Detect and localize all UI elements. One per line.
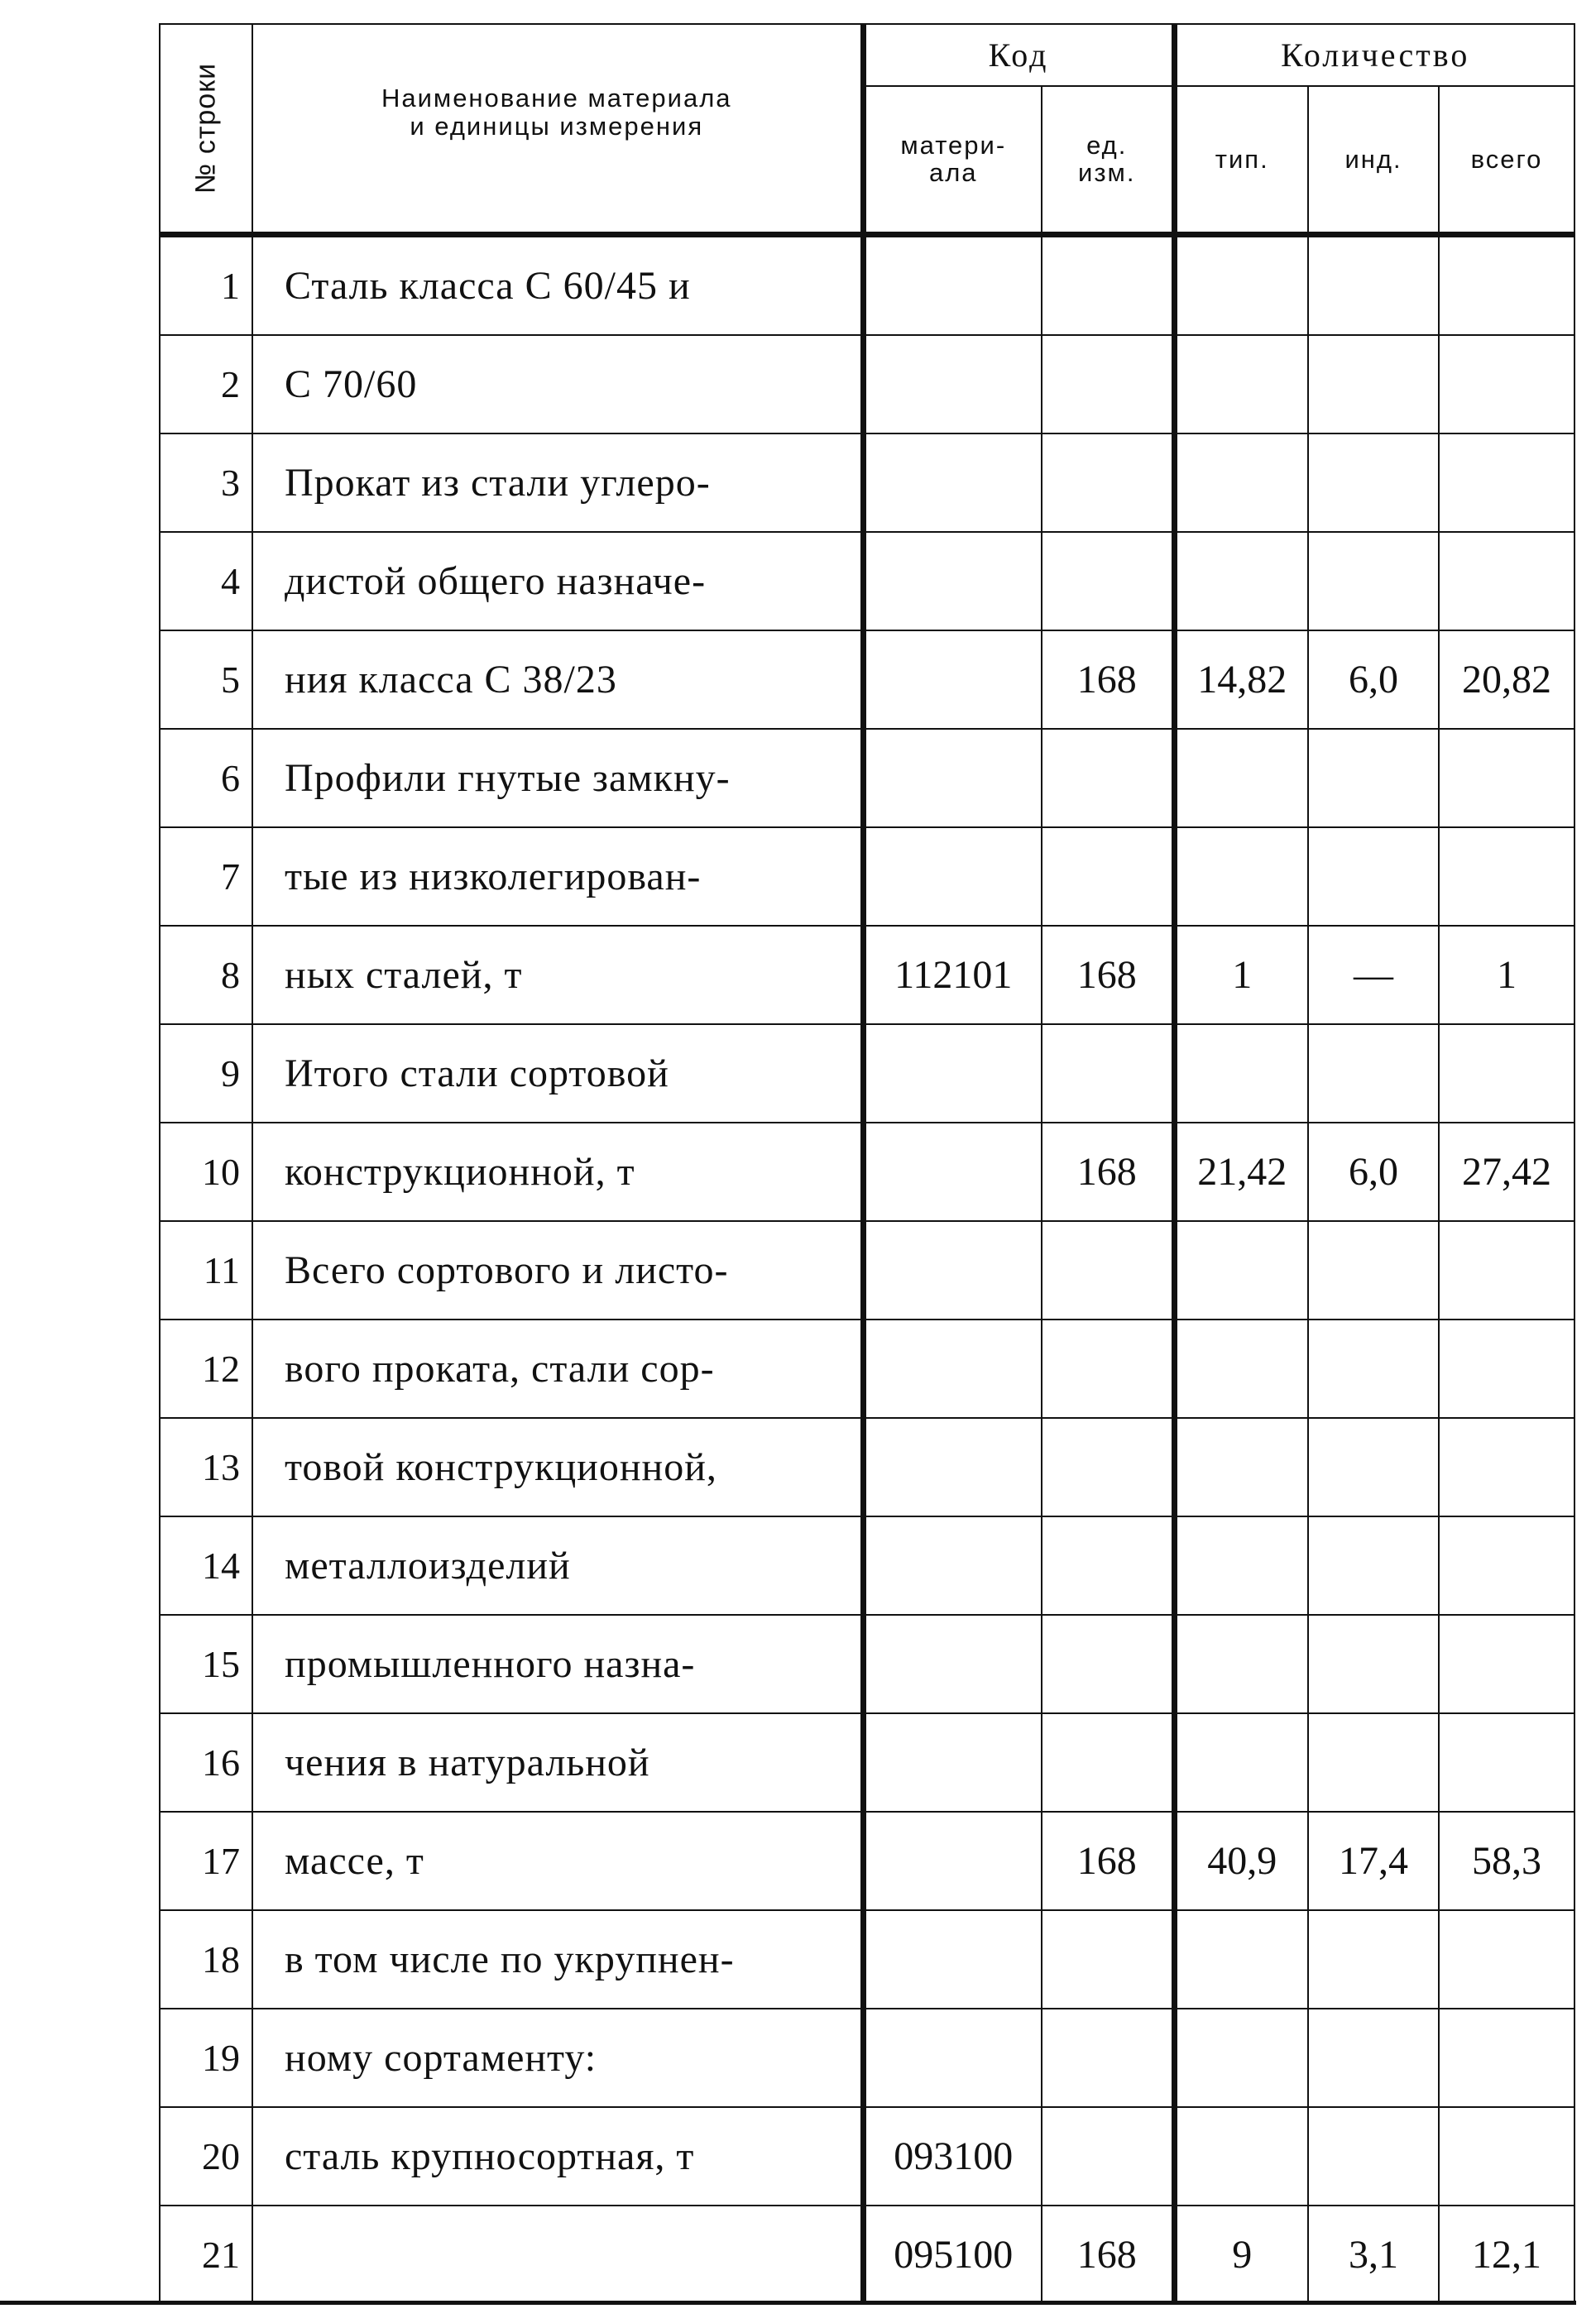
quantity-typical-cell (1174, 827, 1308, 926)
material-name-cell: ному сортаменту: (252, 2009, 863, 2107)
material-name-cell: Всего сортового и листо- (252, 1221, 863, 1320)
quantity-individual-cell (1308, 1516, 1439, 1615)
row-number-cell: 21 (160, 2206, 252, 2304)
row-number-cell: 8 (160, 926, 252, 1024)
unit-code-cell (1042, 2009, 1174, 2107)
materials-table (159, 23, 1575, 2305)
material-code-cell (863, 1418, 1042, 1516)
row-number-header (160, 24, 252, 235)
table-row (160, 1024, 1574, 1123)
row-number-cell: 1 (160, 235, 252, 336)
row-number-cell: 7 (160, 827, 252, 926)
row-number-cell: 11 (160, 1221, 252, 1320)
material-name-cell: сталь крупносортная, т (252, 2107, 863, 2206)
material-code-header-line2: ала (928, 158, 978, 188)
material-name-header-line1: Наименование материала (381, 84, 732, 113)
material-code-header (863, 86, 1042, 235)
quantity-typical-cell (1174, 1713, 1308, 1812)
table-row (160, 1910, 1574, 2009)
row-number-cell: 9 (160, 1024, 252, 1123)
unit-code-cell (1042, 827, 1174, 926)
quantity-typical-cell (1174, 235, 1308, 336)
table-row (160, 532, 1574, 630)
unit-code-cell (1042, 1221, 1174, 1320)
quantity-individual-cell (1308, 1320, 1439, 1418)
material-name-cell (252, 2206, 863, 2304)
material-code-cell (863, 335, 1042, 433)
material-name-cell: дистой общего назначе- (252, 532, 863, 630)
quantity-total-cell: 20,82 (1439, 630, 1574, 729)
material-code-cell (863, 827, 1042, 926)
quantity-typical-header: тип. (1174, 86, 1308, 235)
quantity-typical-cell (1174, 1910, 1308, 2009)
material-code-cell (863, 532, 1042, 630)
material-name-header-line2: и единицы измерения (410, 112, 704, 141)
table-row (160, 1812, 1574, 1910)
unit-code-cell: 168 (1042, 2206, 1174, 2304)
material-name-cell: массе, т (252, 1812, 863, 1910)
quantity-individual-cell: 6,0 (1308, 630, 1439, 729)
quantity-individual-cell: 6,0 (1308, 1123, 1439, 1221)
row-number-cell: 15 (160, 1615, 252, 1713)
unit-code-cell (1042, 335, 1174, 433)
material-name-cell: Итого стали сортовой (252, 1024, 863, 1123)
material-code-cell: 095100 (863, 2206, 1042, 2304)
row-number-cell: 12 (160, 1320, 252, 1418)
code-group-header: Код (863, 24, 1174, 86)
material-name-cell: промышленного назна- (252, 1615, 863, 1713)
quantity-individual-cell (1308, 335, 1439, 433)
quantity-individual-header: инд. (1308, 86, 1439, 235)
quantity-total-cell: 27,42 (1439, 1123, 1574, 1221)
material-code-cell (863, 1516, 1042, 1615)
quantity-total-cell (1439, 1024, 1574, 1123)
quantity-typical-cell (1174, 1024, 1308, 1123)
quantity-typical-cell (1174, 532, 1308, 630)
quantity-individual-cell (1308, 1024, 1439, 1123)
unit-code-cell (1042, 2107, 1174, 2206)
quantity-typical-cell: 40,9 (1174, 1812, 1308, 1910)
unit-code-cell: 168 (1042, 1812, 1174, 1910)
table-row (160, 235, 1574, 336)
table-row (160, 827, 1574, 926)
quantity-total-cell (1439, 2009, 1574, 2107)
table-row (160, 1221, 1574, 1320)
table-row (160, 926, 1574, 1024)
row-number-cell: 5 (160, 630, 252, 729)
table-row (160, 433, 1574, 532)
quantity-total-cell (1439, 532, 1574, 630)
table-row (160, 2206, 1574, 2304)
quantity-typical-cell (1174, 729, 1308, 827)
page-bottom-rule (0, 2301, 1576, 2305)
row-number-cell: 18 (160, 1910, 252, 2009)
material-name-header (252, 24, 863, 235)
material-code-header-line1: матери- (900, 131, 1007, 160)
material-code-cell: 093100 (863, 2107, 1042, 2206)
quantity-individual-cell (1308, 532, 1439, 630)
unit-code-header (1042, 86, 1174, 235)
table-row (160, 2009, 1574, 2107)
quantity-total-cell (1439, 1615, 1574, 1713)
material-code-cell (863, 2009, 1042, 2107)
material-code-cell (863, 1123, 1042, 1221)
quantity-individual-cell (1308, 827, 1439, 926)
table-row (160, 1516, 1574, 1615)
table-row (160, 1320, 1574, 1418)
material-name-cell: товой конструкционной, (252, 1418, 863, 1516)
table-header (160, 24, 1574, 235)
row-number-cell: 13 (160, 1418, 252, 1516)
table-row (160, 1615, 1574, 1713)
quantity-typical-cell (1174, 1320, 1308, 1418)
quantity-total-cell (1439, 235, 1574, 336)
row-number-cell: 19 (160, 2009, 252, 2107)
table-row (160, 2107, 1574, 2206)
material-name-cell: ных сталей, т (252, 926, 863, 1024)
material-name-cell: С 70/60 (252, 335, 863, 433)
quantity-individual-cell: 17,4 (1308, 1812, 1439, 1910)
unit-code-cell: 168 (1042, 926, 1174, 1024)
material-name-cell: Профили гнутые замкну- (252, 729, 863, 827)
row-number-cell: 17 (160, 1812, 252, 1910)
quantity-total-cell: 12,1 (1439, 2206, 1574, 2304)
quantity-typical-cell: 21,42 (1174, 1123, 1308, 1221)
row-number-cell: 14 (160, 1516, 252, 1615)
quantity-individual-cell (1308, 1615, 1439, 1713)
table-row (160, 1713, 1574, 1812)
row-number-cell: 6 (160, 729, 252, 827)
unit-code-cell: 168 (1042, 1123, 1174, 1221)
quantity-typical-cell (1174, 2107, 1308, 2206)
row-number-cell: 20 (160, 2107, 252, 2206)
quantity-typical-cell (1174, 1221, 1308, 1320)
unit-code-header-line1: ед. (1086, 131, 1128, 160)
material-name-cell: ния класса С 38/23 (252, 630, 863, 729)
quantity-typical-cell: 9 (1174, 2206, 1308, 2304)
material-code-cell (863, 630, 1042, 729)
table-row (160, 1123, 1574, 1221)
quantity-total-header: всего (1439, 86, 1574, 235)
quantity-total-cell (1439, 335, 1574, 433)
quantity-total-cell (1439, 729, 1574, 827)
quantity-individual-cell (1308, 1221, 1439, 1320)
quantity-total-cell: 58,3 (1439, 1812, 1574, 1910)
quantity-group-header: Количество (1174, 24, 1574, 86)
table-row (160, 630, 1574, 729)
material-name-cell: тые из низколегирован- (252, 827, 863, 926)
quantity-total-cell: 1 (1439, 926, 1574, 1024)
quantity-individual-cell: 3,1 (1308, 2206, 1439, 2304)
row-number-cell: 2 (160, 335, 252, 433)
material-code-cell: 112101 (863, 926, 1042, 1024)
quantity-typical-cell (1174, 433, 1308, 532)
row-number-header-label: № строки (189, 62, 222, 194)
material-code-cell (863, 1713, 1042, 1812)
material-code-cell (863, 1615, 1042, 1713)
row-number-cell: 3 (160, 433, 252, 532)
unit-code-cell (1042, 532, 1174, 630)
material-code-cell (863, 1221, 1042, 1320)
quantity-total-cell (1439, 1713, 1574, 1812)
unit-code-cell (1042, 1320, 1174, 1418)
material-code-cell (863, 1910, 1042, 2009)
quantity-typical-cell (1174, 335, 1308, 433)
table-row (160, 335, 1574, 433)
quantity-typical-cell: 14,82 (1174, 630, 1308, 729)
table-body (160, 235, 1574, 2305)
quantity-individual-cell (1308, 2009, 1439, 2107)
unit-code-cell (1042, 1713, 1174, 1812)
quantity-total-cell (1439, 1516, 1574, 1615)
material-name-cell: чения в натуральной (252, 1713, 863, 1812)
quantity-individual-cell (1308, 2107, 1439, 2206)
quantity-typical-cell: 1 (1174, 926, 1308, 1024)
row-number-cell: 4 (160, 532, 252, 630)
unit-code-cell (1042, 433, 1174, 532)
unit-code-cell (1042, 729, 1174, 827)
table-row (160, 1418, 1574, 1516)
quantity-individual-cell (1308, 235, 1439, 336)
quantity-individual-cell (1308, 729, 1439, 827)
row-number-cell: 10 (160, 1123, 252, 1221)
unit-code-cell (1042, 1024, 1174, 1123)
quantity-typical-cell (1174, 2009, 1308, 2107)
unit-code-cell (1042, 1418, 1174, 1516)
quantity-total-cell (1439, 1910, 1574, 2009)
unit-code-cell: 168 (1042, 630, 1174, 729)
quantity-typical-cell (1174, 1615, 1308, 1713)
quantity-individual-cell (1308, 1418, 1439, 1516)
material-code-cell (863, 235, 1042, 336)
unit-code-header-line2: изм. (1078, 158, 1136, 188)
material-name-cell: Прокат из стали углеро- (252, 433, 863, 532)
quantity-typical-cell (1174, 1516, 1308, 1615)
material-name-cell: конструкционной, т (252, 1123, 863, 1221)
quantity-total-cell (1439, 2107, 1574, 2206)
material-code-cell (863, 1024, 1042, 1123)
quantity-typical-cell (1174, 1418, 1308, 1516)
material-name-cell: металлоизделий (252, 1516, 863, 1615)
quantity-total-cell (1439, 1418, 1574, 1516)
quantity-total-cell (1439, 1221, 1574, 1320)
material-code-cell (863, 1812, 1042, 1910)
quantity-individual-cell (1308, 1910, 1439, 2009)
material-code-cell (863, 433, 1042, 532)
quantity-individual-cell (1308, 433, 1439, 532)
material-name-cell: Сталь класса С 60/45 и (252, 235, 863, 336)
quantity-total-cell (1439, 827, 1574, 926)
unit-code-cell (1042, 1615, 1174, 1713)
unit-code-cell (1042, 235, 1174, 336)
material-name-cell: вого проката, стали сор- (252, 1320, 863, 1418)
material-code-cell (863, 729, 1042, 827)
row-number-cell: 16 (160, 1713, 252, 1812)
material-code-cell (863, 1320, 1042, 1418)
unit-code-cell (1042, 1910, 1174, 2009)
quantity-total-cell (1439, 1320, 1574, 1418)
material-name-cell: в том числе по укрупнен- (252, 1910, 863, 2009)
quantity-individual-cell: — (1308, 926, 1439, 1024)
table-row (160, 729, 1574, 827)
quantity-total-cell (1439, 433, 1574, 532)
quantity-individual-cell (1308, 1713, 1439, 1812)
unit-code-cell (1042, 1516, 1174, 1615)
